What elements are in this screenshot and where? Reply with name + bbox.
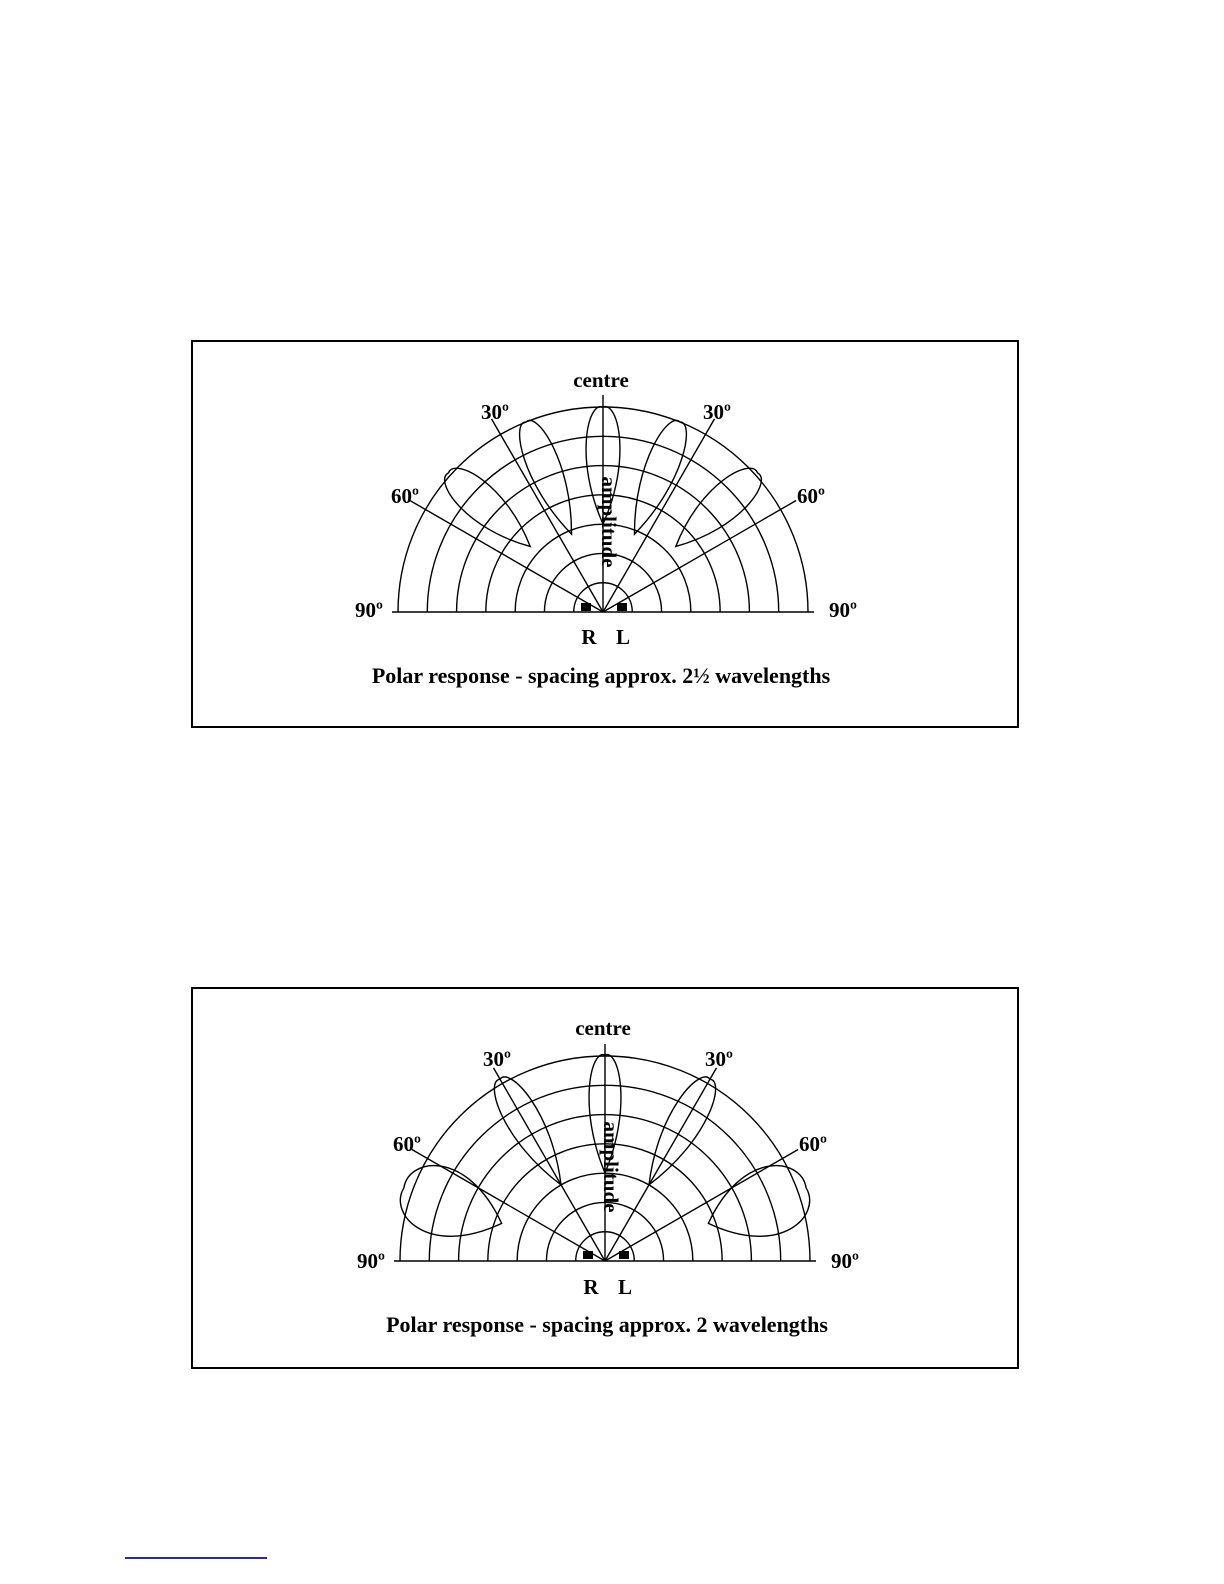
- speaker-r: [581, 603, 591, 611]
- label-right-60: 60º: [797, 484, 825, 508]
- speaker-l: [617, 603, 627, 611]
- label-right-30: 30º: [703, 400, 731, 424]
- polar-diagram-2-wavelengths: [191, 987, 1019, 1369]
- footnote-rule: [125, 1557, 267, 1559]
- angle-line-left-60: [410, 501, 603, 613]
- speaker-r: [583, 1251, 593, 1259]
- speaker-l: [619, 1251, 629, 1259]
- label-speaker-r: R: [581, 625, 597, 649]
- label-right-90: 90º: [831, 1249, 859, 1273]
- label-speaker-l: L: [615, 625, 631, 649]
- label-left-30: 30º: [483, 1047, 511, 1071]
- angle-line-left-30: [494, 1068, 606, 1261]
- angle-line-right-60: [603, 501, 796, 613]
- figure-caption: Polar response - spacing approx. 2 wavelengths: [386, 1312, 828, 1337]
- polar-plot: [193, 342, 1017, 726]
- label-left-90: 90º: [357, 1249, 385, 1273]
- polar-diagram-2-5-wavelengths: [191, 340, 1019, 728]
- label-speaker-r: R: [583, 1275, 599, 1299]
- label-left-90: 90º: [355, 598, 383, 622]
- polar-plot: [193, 989, 1017, 1367]
- axis-label-amplitude: amplitude: [599, 1121, 623, 1213]
- label-left-60: 60º: [393, 1132, 421, 1156]
- label-centre: centre: [573, 368, 629, 392]
- label-left-30: 30º: [481, 400, 509, 424]
- label-left-60: 60º: [391, 484, 419, 508]
- label-right-90: 90º: [829, 598, 857, 622]
- figure-caption: Polar response - spacing approx. 2½ wavelengths: [371, 663, 831, 688]
- label-centre: centre: [575, 1016, 631, 1040]
- label-right-60: 60º: [799, 1132, 827, 1156]
- axis-label-amplitude: amplitude: [597, 476, 621, 568]
- label-right-30: 30º: [705, 1047, 733, 1071]
- label-speaker-l: L: [617, 1275, 633, 1299]
